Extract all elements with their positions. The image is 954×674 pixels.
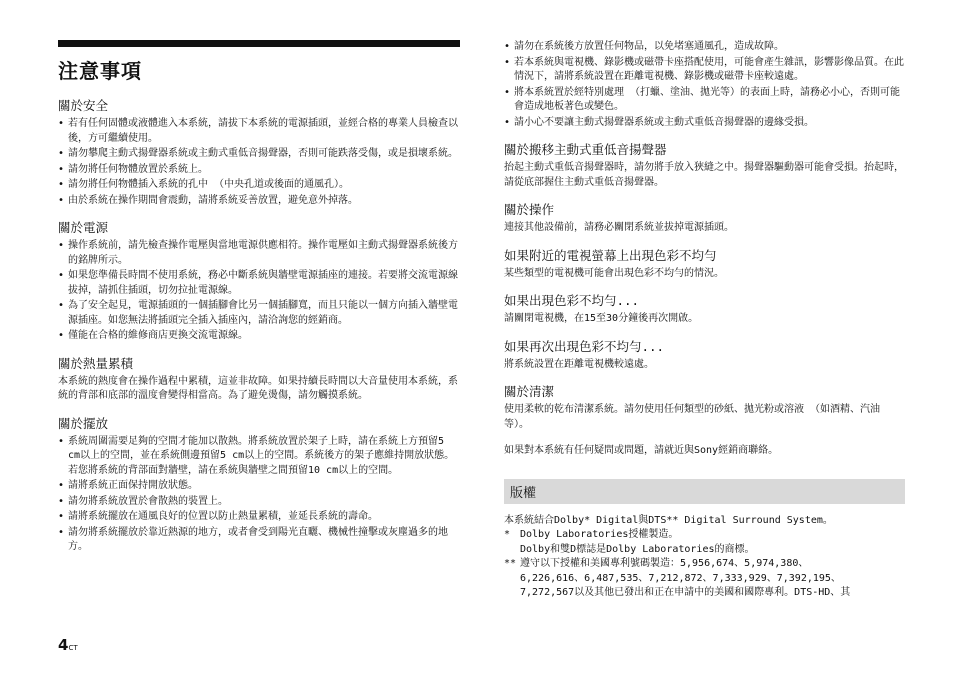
footnote-line: 遵守以下授權和美國專利號碼製造：5,956,674、5,974,380、 xyxy=(520,558,809,569)
footnote-line: 6,226,616、6,487,535、7,212,872、7,333,929、7,392,195、 xyxy=(520,572,841,584)
list-item: • 請勿在系統後方放置任何物品，以免堵塞通風孔，造成故障。 xyxy=(504,40,905,55)
tv-heading-2: 如果出現色彩不均勻... xyxy=(504,293,640,308)
right-column xyxy=(504,40,905,601)
page-number xyxy=(58,636,78,654)
list-item: • 請勿將系統放置於會散熱的裝置上。 xyxy=(58,495,460,510)
page-title: 注意事項 xyxy=(58,59,142,83)
list-item: • 若本系統與電視機、錄影機或磁帶卡座搭配使用，可能會產生雜訊，影響影像品質。在此情況下，請將系統設置在距離電視機、錄影機或磁帶卡座較遠處。 xyxy=(504,56,905,85)
power-list xyxy=(58,239,460,344)
title-rule xyxy=(58,40,460,47)
list-item: • 請勿將任何物體插入系統的孔中 （中央孔道或後面的通風孔）。 xyxy=(58,178,460,193)
power-heading: 關於電源 xyxy=(58,220,109,235)
footnote-dolby xyxy=(504,528,905,557)
operation-text: 連接其他設備前，請務必關閉系統並拔掉電源插頭。 xyxy=(504,222,734,233)
tv-text-3: 將系統設置在距離電視機較遠處。 xyxy=(504,358,654,370)
tv-text-1: 某些類型的電視機可能會出現色彩不均勻的情況。 xyxy=(504,267,724,279)
footnote-line: Dolby Laboratories授權製造。 xyxy=(520,529,679,540)
placement-cont-list xyxy=(504,40,905,130)
tv-heading-3: 如果再次出現色彩不均勻... xyxy=(504,338,665,354)
heat-text: 本系統的熱度會在操作過程中累積，這並非故障。如果持續長時間以大音量使用本系統，系統的背部和底部的溫度會變得相當高。為了避免燙傷，請勿觸摸系統。 xyxy=(58,375,458,401)
list-item: • 如果您準備長時間不使用系統，務必中斷系統與牆壁電源插座的連接。若要將交流電源線拔掉，請抓住插頭，切勿拉扯電源線。 xyxy=(58,269,460,298)
cleaning-heading: 關於清潔 xyxy=(504,384,555,399)
copyright-intro: 本系統結合Dolby* Digital與DTS** Digital Surround System。 xyxy=(504,514,833,526)
list-item: • 僅能在合格的維修商店更換交流電源線。 xyxy=(58,329,460,344)
footnote-line: 7,272,567以及其他已發出和正在申請中的美國和國際專利。DTS-HD、其 xyxy=(520,587,851,598)
left-column xyxy=(58,40,460,556)
cleaning-text: 使用柔軟的乾布清潔系統。請勿使用任何類型的砂紙、拋光粉或溶液 （如酒精、汽油等）。 xyxy=(504,404,881,430)
safety-list xyxy=(58,117,460,208)
list-item: • 請小心不要讓主動式揚聲器系統或主動式重低音揚聲器的邊緣受損。 xyxy=(504,116,905,131)
footnote-mark: ** xyxy=(504,558,517,569)
list-item: • 將本系統置於經特別處理 （打蠟、塗油、拋光等）的表面上時，請務必小心，否則可能會造成地板著色或變色。 xyxy=(504,86,905,115)
page-number-suffix: CT xyxy=(68,644,78,652)
copyright-heading: 版權 xyxy=(504,479,905,504)
moving-heading: 關於搬移主動式重低音揚聲器 xyxy=(504,142,667,157)
list-item: • 請將系統正面保持開放狀態。 xyxy=(58,479,460,494)
list-item: • 請勿將任何物體放置於系統上。 xyxy=(58,163,460,178)
contact-text: 如果對本系統有任何疑問或問題，請就近與Sony經銷商聯絡。 xyxy=(504,445,779,456)
footnote-dts xyxy=(504,557,905,601)
list-item: • 系統周圍需要足夠的空間才能加以散熱。將系統放置於架子上時，請在系統上方預留5 cm以上的空間，並在系統側邊預留5 cm以上的空間。系統後方的架子應維持開放狀態。若您將系統的背部面對牆壁，請在系統與牆壁之間預留10 cm以上的空間。 xyxy=(58,435,460,479)
list-item: • 請勿攀爬主動式揚聲器系統或主動式重低音揚聲器，否則可能跌落受傷，或是損壞系統。 xyxy=(58,147,460,162)
footnote-line: Dolby和雙D標誌是Dolby Laboratories的商標。 xyxy=(520,543,755,555)
list-item: • 由於系統在操作期間會震動，請將系統妥善放置，避免意外掉落。 xyxy=(58,194,460,209)
list-item: • 若有任何固體或液體進入本系統，請拔下本系統的電源插頭，並經合格的專業人員檢查以後，方可繼續使用。 xyxy=(58,117,460,146)
list-item: • 操作系統前，請先檢查操作電壓與當地電源供應相符。操作電壓如主動式揚聲器系統後方的銘牌所示。 xyxy=(58,239,460,268)
list-item: • 請將系統擺放在通風良好的位置以防止熱量累積，並延長系統的壽命。 xyxy=(58,510,460,525)
placement-list xyxy=(58,435,460,555)
list-item: • 為了安全起見，電源插頭的一個插腳會比另一個插腳寬，而且只能以一個方向插入牆壁電源插座。如您無法將插頭完全插入插座內，請洽詢您的經銷商。 xyxy=(58,299,460,328)
operation-heading: 關於操作 xyxy=(504,202,555,217)
heat-heading: 關於熱量累積 xyxy=(58,355,134,371)
moving-text: 抬起主動式重低音揚聲器時，請勿將手放入狹縫之中。揚聲器驅動器可能會受損。抬起時，請從底部握住主動式重低音揚聲器。 xyxy=(504,162,904,188)
tv-heading-1: 如果附近的電視螢幕上出現色彩不均勻 xyxy=(504,247,717,263)
tv-text-2: 請關閉電視機，在15至30分鐘後再次開啟。 xyxy=(504,313,699,324)
footnote-mark: * xyxy=(504,529,511,540)
list-item: • 請勿將系統擺放於靠近熱源的地方，或者會受到陽光直曬、機械性撞擊或灰塵過多的地方。 xyxy=(58,526,460,555)
safety-heading: 關於安全 xyxy=(58,98,109,113)
placement-heading: 關於擺放 xyxy=(58,415,109,431)
page-number-value: 4 xyxy=(58,636,69,654)
